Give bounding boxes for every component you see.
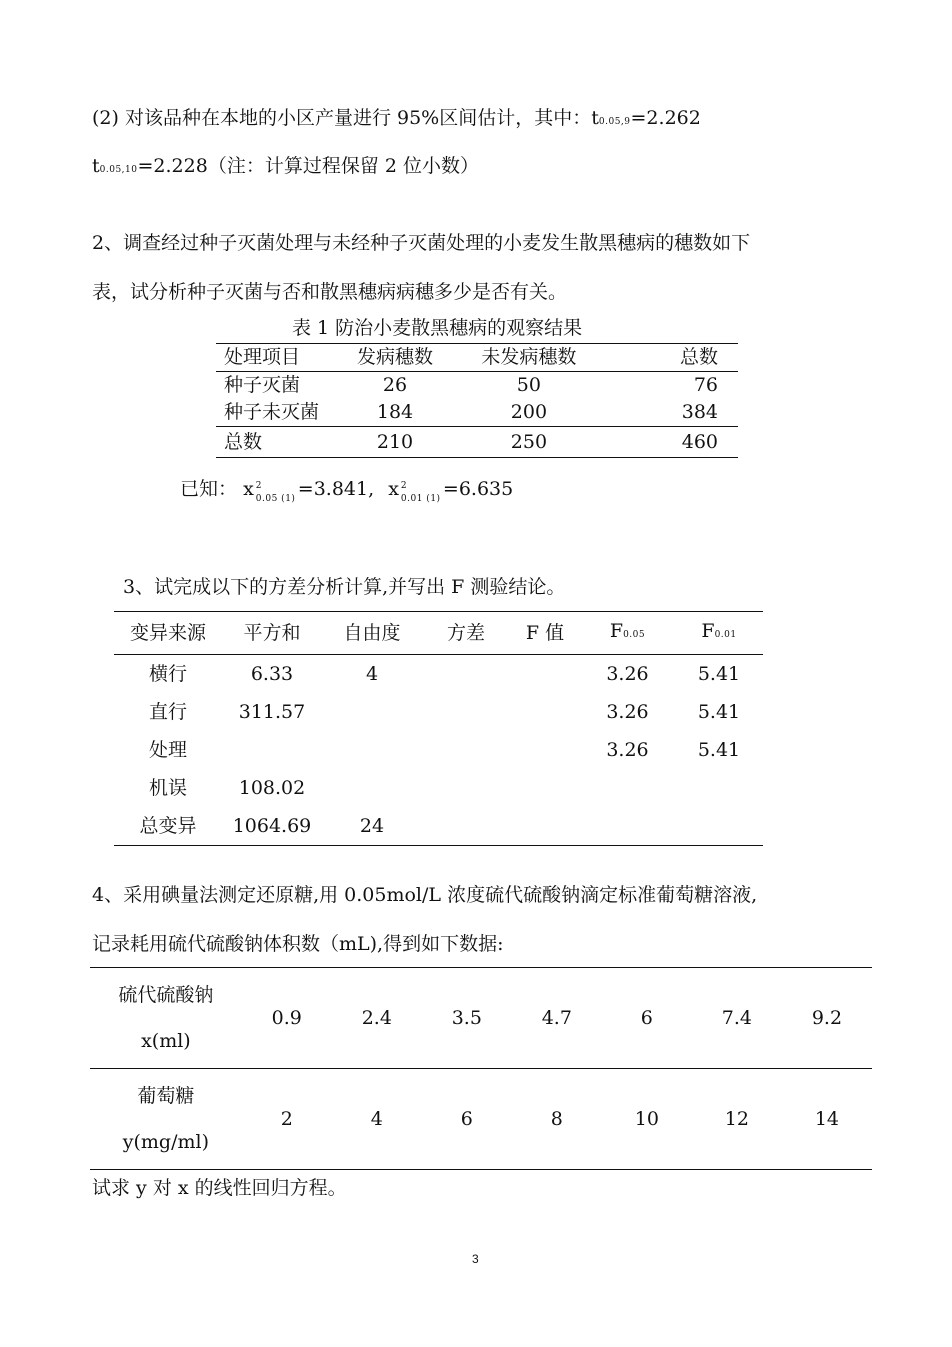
table3-x-value: 2.4 — [332, 968, 422, 1069]
table2-header-cell: F 值 — [510, 612, 580, 655]
table2-cell: 24 — [322, 807, 422, 846]
table2-cell: 4 — [365, 663, 379, 685]
table2-cell — [510, 807, 580, 846]
chi1-superscript: 2 — [255, 481, 262, 491]
table2-cell — [422, 693, 510, 731]
q1-line1-text: (2) 对该品种在本地的小区产量进行 95%区间估计，其中：t — [92, 107, 599, 129]
q1-line2-t: t — [92, 155, 100, 177]
table2-header-cell: 方差 — [422, 612, 510, 655]
table3-x-value: 3.5 — [422, 968, 512, 1069]
table2-cell: 机误 — [148, 777, 187, 799]
table2-cell — [510, 693, 580, 731]
table2-cell: 3.26 — [606, 739, 649, 761]
table1-cell: 460 — [606, 427, 738, 458]
table2-cell — [322, 731, 422, 769]
table2-cell — [322, 693, 422, 731]
table2-cell — [675, 807, 763, 846]
table2-cell — [422, 655, 510, 694]
table1-smut-observation — [216, 343, 738, 458]
x-label-line1: 硫代硫酸钠 — [118, 984, 214, 1006]
table2-cell: 直行 — [148, 701, 187, 723]
table2-cell: 总变异 — [114, 807, 222, 846]
table2-cell: 处理 — [148, 739, 187, 761]
table1-cell: 种子灭菌 — [224, 374, 301, 396]
table1-row — [216, 372, 738, 400]
table2-cell — [580, 807, 675, 846]
q1-line2-tail: =2.228（注：计算过程保留 2 位小数） — [137, 155, 479, 177]
table1-header-cell: 发病穗数 — [338, 344, 452, 372]
table2-cell: 1064.69 — [222, 807, 322, 846]
known-prefix: 已知： — [180, 478, 238, 500]
table3-x-value: 0.9 — [242, 968, 332, 1069]
table1-header-cell: 处理项目 — [216, 344, 338, 372]
table2-row — [114, 731, 763, 769]
x-label-line2: x(ml) — [141, 1030, 191, 1052]
q4-question: 试求 y 对 x 的线性回归方程。 — [92, 1177, 347, 1199]
table2-row — [114, 769, 763, 807]
table1-header-cell: 未发病穗数 — [452, 344, 606, 372]
table2-cell: 3.26 — [606, 663, 649, 685]
table2-header-cell: 变异来源 — [114, 612, 222, 655]
table1-row — [216, 399, 738, 427]
table2-cell: 5.41 — [697, 739, 741, 761]
table2-header-cell — [675, 612, 763, 655]
table1-header-row — [216, 344, 738, 372]
table2-cell — [510, 655, 580, 694]
table1-cell: 210 — [338, 427, 452, 458]
table3-y-value: 14 — [782, 1069, 872, 1170]
chi2-superscript: 2 — [400, 481, 407, 491]
table2-cell — [422, 807, 510, 846]
table2-cell: 5.41 — [697, 663, 741, 685]
f01-letter: F — [701, 620, 715, 642]
chi1-value: =3.841, — [297, 478, 375, 500]
table1-cell: 76 — [693, 374, 718, 396]
q1-line1-tail: =2.262 — [630, 107, 701, 129]
table3-y-label — [90, 1069, 242, 1170]
q4-prompt-line1: 4、采用碘量法测定还原糖,用 0.05mol/L 浓度硫代硫酸钠滴定标准葡萄糖溶液, — [92, 884, 758, 906]
table1-cell: 200 — [510, 401, 548, 423]
y-label-line1: 葡萄糖 — [137, 1085, 195, 1107]
f01-subscript: 0.01 — [714, 630, 737, 640]
q1-line1-subscript: 0.05,9 — [598, 117, 631, 127]
table2-cell — [422, 769, 510, 807]
q1-line2-subscript: 0.05,10 — [99, 165, 138, 175]
chi-square-known-values — [180, 477, 514, 504]
page-number: 3 — [472, 1252, 479, 1266]
q2-prompt-line2: 表，试分析种子灭菌与否和散黑穗病病穗多少是否有关。 — [92, 281, 568, 303]
table3-y-value: 10 — [602, 1069, 692, 1170]
table2-cell: 3.26 — [606, 701, 649, 723]
table3-x-value: 7.4 — [692, 968, 782, 1069]
q1-part2-line2 — [92, 154, 479, 182]
table2-cell: 6.33 — [250, 663, 294, 685]
q2-prompt-line1: 2、调查经过种子灭菌处理与未经种子灭菌处理的小麦发生散黑穗病的穗数如下 — [92, 232, 751, 254]
table3-x-value: 9.2 — [782, 968, 872, 1069]
table2-cell — [675, 769, 763, 807]
table1-cell: 50 — [516, 374, 541, 396]
table2-cell: 横行 — [148, 663, 187, 685]
table3-y-value: 2 — [242, 1069, 332, 1170]
chi1-subscript: 0.05 (1) — [255, 494, 296, 504]
table3-y-value: 12 — [692, 1069, 782, 1170]
chi2-subscript: 0.01 (1) — [400, 494, 441, 504]
chi2-symbol: x — [388, 478, 399, 500]
table1-cell: 种子未灭菌 — [224, 401, 320, 423]
q1-part2-line1 — [92, 106, 701, 134]
q4-prompt-line2: 记录耗用硫代硫酸钠体积数（mL),得到如下数据: — [92, 933, 504, 955]
table1-cell: 184 — [376, 401, 414, 423]
table1-cell: 26 — [382, 374, 408, 396]
table2-header-cell — [580, 612, 675, 655]
table2-cell — [222, 731, 322, 769]
chi2-value: =6.635 — [442, 478, 514, 500]
table3-y-value: 8 — [512, 1069, 602, 1170]
table1-title: 表 1 防治小麦散黑穗病的观察结果 — [292, 317, 583, 339]
table3-x-value: 4.7 — [512, 968, 602, 1069]
table1-total-row — [216, 427, 738, 458]
table3-y-value: 4 — [332, 1069, 422, 1170]
table3-x-row — [90, 968, 872, 1069]
table2-cell: 5.41 — [697, 701, 741, 723]
table2-row — [114, 807, 763, 846]
table2-row — [114, 693, 763, 731]
table2-cell — [580, 769, 675, 807]
table2-cell: 108.02 — [238, 777, 306, 799]
table2-cell — [422, 731, 510, 769]
table2-row — [114, 655, 763, 694]
q3-prompt: 3、试完成以下的方差分析计算,并写出 F 测验结论。 — [123, 576, 566, 598]
table3-y-value: 6 — [422, 1069, 512, 1170]
table2-cell — [510, 731, 580, 769]
table2-header-cell: 平方和 — [222, 612, 322, 655]
table3-x-value: 6 — [602, 968, 692, 1069]
y-label-line2: y(mg/ml) — [122, 1131, 209, 1153]
table2-header-row — [114, 612, 763, 655]
chi1-symbol: x — [243, 478, 254, 500]
table2-cell — [510, 769, 580, 807]
table3-titration-data — [90, 967, 872, 1170]
table1-cell: 250 — [452, 427, 606, 458]
table2-anova — [114, 611, 763, 846]
table3-y-row — [90, 1069, 872, 1170]
f05-letter: F — [609, 620, 624, 642]
table1-cell: 总数 — [216, 427, 338, 458]
table2-header-cell: 自由度 — [322, 612, 422, 655]
f05-subscript: 0.05 — [623, 630, 646, 640]
table2-cell — [322, 769, 422, 807]
table2-cell: 311.57 — [238, 701, 306, 723]
table1-cell: 384 — [681, 401, 718, 423]
table1-header-cell: 总数 — [606, 344, 738, 372]
table3-x-label — [90, 968, 242, 1069]
